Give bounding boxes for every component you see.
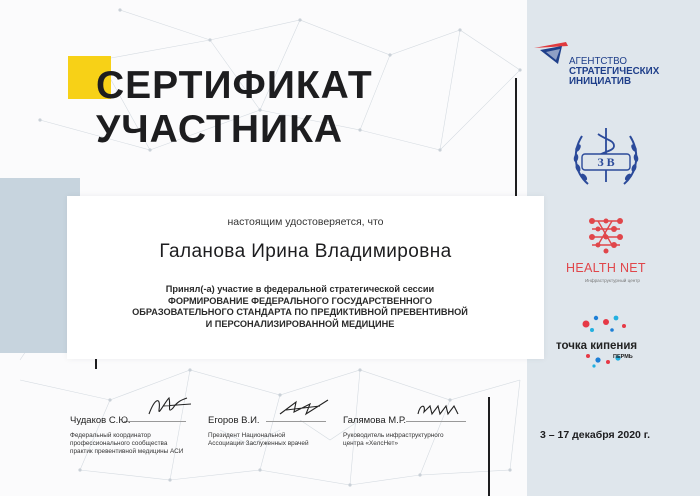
vertical-rule-bottom-right bbox=[488, 397, 490, 496]
wreath-letters: З В bbox=[597, 155, 615, 169]
signature-line-1 bbox=[124, 421, 186, 422]
title-line-1: СЕРТИФИКАТ bbox=[96, 64, 373, 107]
signatory-role-1 bbox=[70, 432, 183, 456]
certificate-title bbox=[96, 64, 373, 152]
signature-1 bbox=[143, 392, 195, 420]
title-line-2: УЧАСТНИКА bbox=[96, 108, 344, 151]
healthnet-logo-text: HEALTH NET bbox=[566, 261, 646, 275]
intro-text: настоящим удостоверяется, что bbox=[227, 216, 384, 228]
description-line: Принял(-а) участие в федеральной стратегической сессии bbox=[165, 284, 435, 294]
healthnet-subtitle: Инфраструктурный центр bbox=[585, 278, 640, 283]
role-line: Федеральный координатор bbox=[70, 432, 151, 439]
signature-2 bbox=[276, 396, 334, 418]
signatory-name-3: Галямова М.Р. bbox=[343, 415, 406, 426]
event-description bbox=[90, 284, 510, 330]
asi-line-2: СТРАТЕГИЧЕСКИХ bbox=[569, 66, 660, 77]
signature-line-3 bbox=[406, 421, 466, 422]
signatory-name-2: Егоров В.И. bbox=[208, 415, 260, 426]
event-date: 3 – 17 декабря 2020 г. bbox=[540, 429, 651, 441]
signature-line-2 bbox=[266, 421, 326, 422]
description-line: И ПЕРСОНАЛИЗИРОВАННОЙ МЕДИЦИНЕ bbox=[205, 318, 395, 329]
tochka-logo-text: точка кипения bbox=[556, 340, 638, 352]
healthnet-logo-icon bbox=[586, 215, 626, 255]
signature-3 bbox=[414, 402, 466, 418]
asi-logo-text bbox=[569, 57, 659, 87]
asi-logo-icon bbox=[532, 38, 572, 68]
role-line: Ассоциации Заслуженных врачей bbox=[208, 440, 309, 447]
role-line: Руководитель инфраструктурного bbox=[343, 432, 444, 439]
signatory-name-1: Чудаков С.Ю. bbox=[70, 415, 131, 426]
role-line: практик превентивной медицины АСИ bbox=[70, 448, 184, 455]
tochka-city: ПЕРМЬ bbox=[613, 354, 633, 360]
recipient-name: Галанова Ирина Владимировна bbox=[159, 241, 452, 262]
description-line: ФОРМИРОВАНИЕ ФЕДЕРАЛЬНОГО ГОСУДАРСТВЕННОГО bbox=[168, 295, 432, 306]
signatory-role-2 bbox=[208, 432, 309, 448]
role-line: Президент Национальной bbox=[208, 432, 286, 439]
asi-line-1: АГЕНТСТВО bbox=[569, 56, 627, 67]
signatory-role-3 bbox=[343, 432, 444, 448]
asi-line-3: ИНИЦИАТИВ bbox=[569, 76, 632, 87]
role-line: профессионального сообщества bbox=[70, 440, 168, 447]
description-line: ОБРАЗОВАТЕЛЬНОГО СТАНДАРТА ПО ПРЕДИКТИВНОЙ ПРЕВЕНТИВНОЙ bbox=[132, 307, 468, 318]
role-line: центра «ХелсНет» bbox=[343, 440, 399, 447]
